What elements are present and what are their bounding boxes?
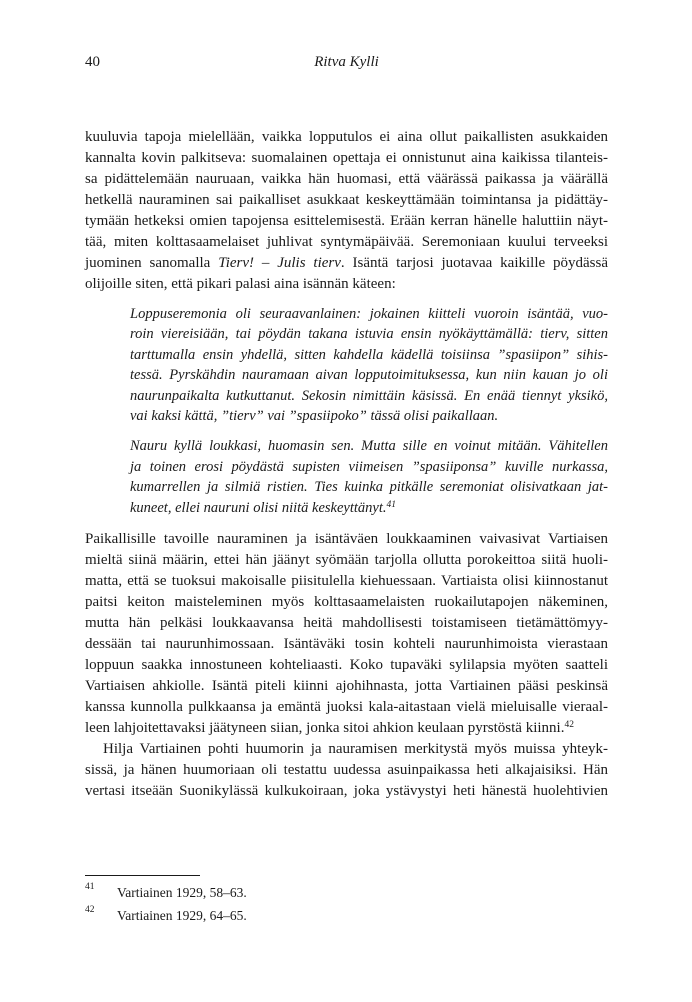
footnote-text: Vartiainen 1929, 64–65. bbox=[117, 908, 247, 923]
text-line: tarttumalla ensin yhdellä, sitten kahdella kädellä toisiinsa ”spasiipon” sihis- bbox=[130, 346, 608, 363]
text-line: vertasi itseään Suonikylässä kulkukoiraan, joka ystävystyi heti hänestä huolehtivien bbox=[85, 783, 608, 800]
blockquote-1 bbox=[130, 304, 608, 426]
text-line: kuuluvia tapoja mielellään, vaikka lopputulos ei aina ollut paikallisten asukkaiden bbox=[85, 129, 608, 145]
text-line bbox=[85, 253, 608, 274]
italic-phrase: Tierv! – Julis tierv bbox=[218, 255, 341, 271]
text-line: tymään hetkeksi omien tapojensa esittelemisestä. Erään kerran hänelle haluttiin näyt- bbox=[85, 213, 608, 229]
text-line: roin viereisiään, tai pöydän takana istuvia ensin nyökäyttämällä: tierv, sitten bbox=[130, 326, 608, 343]
text-line: Nauru kyllä loukkasi, huomasin sen. Mutta sille en voinut mitään. Vähitellen bbox=[130, 438, 608, 455]
text-line: Loppuseremonia oli seuraavanlainen: jokainen kiitteli vuoroin isäntää, vuo- bbox=[130, 306, 608, 322]
text-run: leen lahjoitettavaksi jäätyneen siian, jonka sitoi ahkion keulaan pyrstöstä kiinni. bbox=[85, 720, 565, 737]
text-line: tessä. Pyrskähdin nauramaan aivan lopputoimituksessa, kun niin kauan jo oli bbox=[130, 367, 608, 384]
page-header bbox=[85, 52, 608, 72]
text-line: kanssa kunnolla pulkkaansa ja emäntä juoksi kala-aitastaan vielä mieluisalle vieraal- bbox=[85, 699, 608, 716]
text-line: dessään tai naurunhimossaan. Isäntäväki tosin kohteli naurunhimoista vierastaan bbox=[85, 636, 608, 653]
paragraph-3 bbox=[85, 739, 608, 802]
footnote-ref-42: 42 bbox=[564, 720, 574, 731]
text-line: mutta hän pelkäsi loukkaavansa heitä mahdollisesti toistamiseen tietämättömyy- bbox=[85, 615, 608, 632]
paragraph-1 bbox=[85, 127, 608, 295]
footnote-41 bbox=[85, 881, 608, 904]
text-line: hetkellä nauraminen sai paikalliset asukkaat keskeyttämään toimintansa ja pidättäy- bbox=[85, 192, 608, 208]
text-line: naurunpaikalta kutkuttanut. Sekosin nimittäin käsissä. En enää tiennyt yksikö, bbox=[130, 387, 608, 404]
text-line: sa pidättelemään nauruaan, vaikka hän huomasi, että väärässä paikassa ja väärällä bbox=[85, 171, 608, 187]
footnote-42 bbox=[85, 904, 608, 927]
paragraph-2 bbox=[85, 529, 608, 739]
text-line: tää, miten kolttasaamelaiset juhlivat syntymäpäivää. Seremoniaan kuului terveeksi bbox=[85, 234, 608, 250]
text-column bbox=[85, 127, 608, 802]
page-number: 40 bbox=[85, 54, 100, 70]
footnote-section bbox=[85, 875, 608, 927]
text-line bbox=[130, 498, 608, 518]
text-line: olijoille siten, että pikari palasi aina isännän käteen: bbox=[85, 276, 396, 292]
text-line: loppuun saakka innostuneen kohteliaasti. Koko tupaväki sylilapsia myöten saatteli bbox=[85, 657, 608, 674]
text-line: paitsi keiton maisteleminen myös kolttasaamelaisten ruokailutapojen näkeminen, bbox=[85, 594, 608, 611]
text-line: kannalta kovin palkitseva: suomalainen opettaja ei onnistunut aina kaikissa tilanteis- bbox=[85, 150, 608, 166]
text-line: vai kaksi kättä, ”tierv” vai ”spasiipoko” tässä olisi paikallaan. bbox=[130, 408, 499, 425]
footnote-number: 42 bbox=[85, 905, 95, 915]
text-line bbox=[85, 718, 608, 739]
text-line: Paikallisille tavoille nauraminen ja isäntäväen loukkaaminen vaivasivat Vartiaisen bbox=[85, 531, 608, 548]
running-head: Ritva Kylli bbox=[314, 54, 379, 70]
text-line: matta, että se tuoksui makoisalle piisitulella kiehuessaan. Vartiaista olisi kiinnostanut bbox=[85, 573, 608, 590]
footnote-number: 41 bbox=[85, 882, 95, 892]
blockquote-2 bbox=[130, 436, 608, 518]
text-line: kumarrellen ja silmiä ristien. Ties kuinka pitkälle seremoniat olisivatkaan jat- bbox=[130, 479, 608, 496]
footnote-ref-41: 41 bbox=[386, 499, 396, 510]
text-line: sissä, ja hänen huumoriaan oli testattu uudessa asuinpaikassa heti alkajaisiksi. Hän bbox=[85, 762, 608, 779]
footnote-separator-rule bbox=[85, 875, 200, 876]
text-run: kuneet, ellei nauruni olisi niitä keskeyttänyt. bbox=[130, 499, 387, 516]
text-line: ja toinen erosi pöydästä supisten viimeisen ”spasiiponsa” kuville nurkassa, bbox=[130, 458, 608, 475]
text-line: Hilja Vartiainen pohti huumorin ja nauramisen merkitystä myös muissa yhteyk- bbox=[103, 741, 608, 758]
text-run: . Isäntä tarjosi juotavaa kaikille pöydässä bbox=[340, 255, 608, 271]
text-line: mieltä siinä määrin, ettei hän jäänyt syömään tarjolla ollutta porokeittoa siitä huoli- bbox=[85, 552, 608, 569]
footnote-text: Vartiainen 1929, 58–63. bbox=[117, 885, 247, 900]
text-line: Vartiaisen ahkiolle. Isäntä piteli kiinni ajohihnasta, jotta Vartiainen pääsi peskinsä bbox=[85, 678, 608, 695]
text-run: juominen sanomalla bbox=[85, 255, 219, 271]
